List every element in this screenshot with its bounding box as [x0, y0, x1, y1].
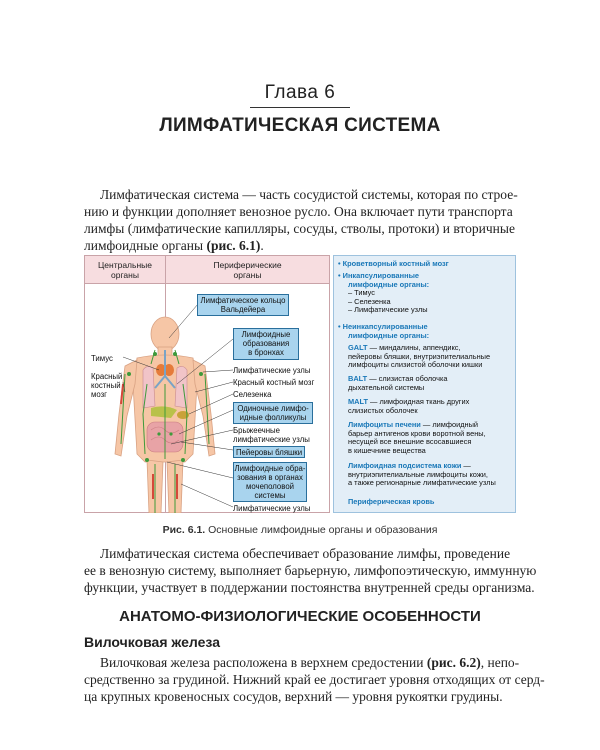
summary-line: Лимфатическая система обеспечивает образование лимфы, проведение	[100, 546, 511, 561]
chapter-label: Глава 6	[264, 82, 336, 103]
box-bronchi-lymphoid	[233, 328, 299, 360]
legend-key: BALT	[348, 374, 368, 383]
legend-hematopoietic	[338, 260, 449, 269]
section-title: АНАТОМО-ФИЗИОЛОГИЧЕСКИЕ ОСОБЕННОСТИ	[119, 608, 481, 625]
label-line: Брыжеечные	[233, 426, 280, 435]
thymus-paragraph	[84, 654, 545, 705]
box-line: мочеполовой	[245, 482, 295, 491]
thymus-text: Вилочковая железа расположена в верхнем средостении	[100, 655, 427, 670]
legend-text: барьер антигенов крови воротной вены,	[348, 428, 486, 438]
legend-item: – Тимус	[348, 288, 375, 298]
header-peripheral-organs	[166, 260, 329, 280]
legend-text: — слизистая оболочка	[367, 374, 448, 383]
thymus-line: средственно за грудиной. Нижний край ее достигает уровня отходящих от серд-	[84, 672, 545, 687]
header-central-organs	[85, 260, 165, 280]
box-line: системы	[254, 491, 286, 500]
figure-left-panel	[84, 255, 330, 513]
legend-encapsulated	[338, 272, 429, 315]
box-line: Одиночные лимфо-	[237, 404, 309, 413]
legend-heading: • Инкапсулированные	[338, 271, 419, 280]
legend-galt	[338, 344, 490, 370]
box-waldeyer-ring	[197, 294, 289, 316]
label-lymph-nodes-2: Лимфатические узлы	[233, 504, 311, 513]
legend-balt	[338, 375, 447, 392]
summary-line: ее в венозную систему, выполняет барьерную, лимфопоэтическую, иммунную	[84, 563, 537, 578]
legend-text: несущей все внешние всосавшиеся	[348, 437, 472, 447]
thymus-line	[84, 654, 520, 671]
legend-text: слизистых оболочек	[348, 405, 418, 415]
intro-line: Лимфатическая система — часть сосудистой системы, которая по строе-	[100, 187, 518, 202]
label-red-marrow	[91, 372, 122, 399]
label-spleen: Селезенка	[233, 390, 272, 399]
legend-item: – Лимфатические узлы	[348, 305, 428, 315]
caption-label: Рис. 6.1.	[162, 524, 206, 536]
legend-heading: • Неинкапсулированные	[338, 322, 428, 331]
legend-peripheral-blood	[338, 498, 434, 507]
legend-text: а также регионарные лимфатические узлы	[348, 478, 496, 488]
label-line: костный	[91, 381, 121, 390]
legend-heading: лимфоидные органы:	[348, 330, 430, 340]
figure-6-1	[84, 255, 516, 513]
box-line: идные фолликулы	[239, 413, 307, 422]
legend-malt	[338, 398, 469, 415]
intro-end: .	[260, 238, 264, 253]
label-red-bone-marrow: Красный костный мозг	[233, 378, 315, 387]
legend-skin-subsystem	[338, 462, 496, 488]
box-line: Лимфоидные обра-	[234, 464, 306, 473]
label-thymus: Тимус	[91, 354, 113, 363]
box-solitary-follicles	[233, 402, 313, 424]
box-peyer-patches: Пейеровы бляшки	[233, 446, 305, 458]
legend-heading: лимфоидные органы:	[348, 279, 430, 289]
label-line: мозг	[91, 390, 108, 399]
legend-text: дыхательной системы	[348, 382, 425, 392]
legend-text: пейеровы бляшки, внутриэпителиальные	[348, 351, 491, 361]
intro-paragraph	[84, 186, 516, 254]
legend-text: — миндалины, аппендикс,	[367, 343, 461, 352]
caption-text: Основные лимфоидные органы и образования	[205, 524, 438, 536]
legend-key: Лимфоидная подсистема кожи	[348, 461, 462, 470]
legend-text: — лимфоидная ткань других	[367, 397, 470, 406]
header-line: органы	[111, 270, 139, 280]
figure-reference[interactable]: (рис. 6.1)	[206, 238, 261, 253]
legend-text: — лимфоидный	[420, 420, 479, 429]
legend-nonencapsulated	[338, 323, 429, 340]
intro-text: лимфоидные органы	[84, 238, 207, 253]
label-lymph-nodes: Лимфатические узлы	[233, 366, 311, 375]
summary-paragraph	[84, 545, 537, 596]
intro-line: лимфы (лимфатические капилляры, сосуды, стволы, протоки) и вторичные	[84, 221, 515, 236]
legend-key: MALT	[348, 397, 368, 406]
summary-line: функции, участвует в поддержании постоянства внутренней среды организма.	[84, 580, 535, 595]
legend-key: GALT	[348, 343, 368, 352]
box-line: в бронхах	[248, 348, 284, 357]
thymus-text-end: , непо-	[480, 655, 520, 670]
figure-reference[interactable]: (рис. 6.2)	[426, 655, 481, 670]
label-mesenteric-nodes	[233, 426, 310, 444]
legend-text: в кишечнике вещества	[348, 445, 426, 455]
legend-key: Лимфоциты печени	[348, 420, 421, 429]
box-line: Вальдейера	[220, 305, 266, 314]
subsection-title: Вилочковая железа	[84, 634, 220, 650]
legend-key: Периферическая кровь	[348, 497, 435, 506]
box-line: Лимфоидные	[241, 330, 291, 339]
thymus-line: ца крупных кровеносных сосудов, верхний — уровня рукоятки грудины.	[84, 689, 503, 704]
box-line: образования	[242, 339, 290, 348]
label-line: лимфатические узлы	[233, 435, 310, 444]
legend-item: – Селезенка	[348, 296, 391, 306]
header-line: Центральные	[98, 260, 152, 270]
intro-line	[84, 237, 516, 254]
legend-liver-lymphocytes	[338, 421, 486, 455]
legend-text: —	[461, 461, 471, 470]
intro-line: нию и функции дополняет венозное русло. Она включает пути транспорта	[84, 204, 513, 219]
figure-caption	[0, 524, 600, 536]
box-line: зования в органах	[237, 473, 303, 482]
header-line: органы	[233, 270, 262, 280]
box-line: Лимфатическое кольцо	[200, 296, 286, 305]
chapter-rule	[250, 107, 350, 108]
header-line: Периферические	[213, 260, 282, 270]
legend-text: лимфоциты слизистой оболочки кишки	[348, 360, 483, 370]
box-urogenital-lymphoid	[233, 462, 307, 502]
figure-legend-panel	[333, 255, 516, 513]
chapter-title: ЛИМФАТИЧЕСКАЯ СИСТЕМА	[159, 115, 441, 136]
legend-heading: • Кроветворный костный мозг	[338, 259, 449, 268]
label-line: Красный	[91, 372, 123, 381]
legend-text: внутриэпителиальные лимфоциты кожи,	[348, 469, 488, 479]
